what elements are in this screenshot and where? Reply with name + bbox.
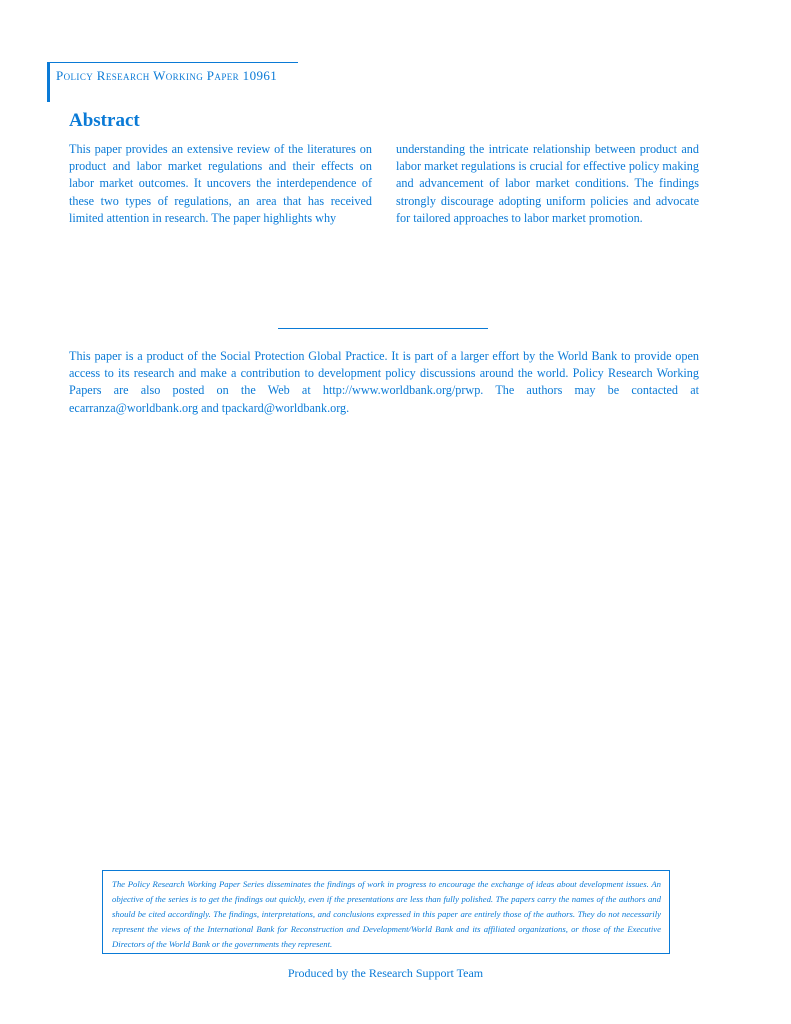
series-top-rule <box>47 62 298 63</box>
abstract-column-right: understanding the intricate relationship between product and labor market regulations is crucial for effective policy making and advancement of labor market conditions. The findings strongly discourage adopting uniform policies and advocate for tailored approaches to labor market promotion. <box>396 142 699 225</box>
series-accent-bar <box>47 62 50 102</box>
abstract-heading: Abstract <box>69 110 140 131</box>
disclaimer-box <box>102 870 670 954</box>
disclaimer-text: The Policy Research Working Paper Series disseminates the findings of work in progress to encourage the exchange of ideas about development issues. An objective of the series is to get the findings out quickly, even if the presentations are less than fully polished. The papers carry the names of the authors and should be cited accordingly. The findings, interpretations, and conclusions expressed in this paper are entirely those of the authors. They do not necessarily represent the views of the International Bank for Reconstruction and Development/World Bank and its affiliated organizations, or those of the Executive Directors of the World Bank or the governments they represent. <box>112 879 661 949</box>
section-divider <box>278 328 488 329</box>
abstract-column-left: This paper provides an extensive review of the literatures on product and labor market regulations and their effects on labor market outcomes. It uncovers the interdependence of these two types of regulations, an area that has received limited attention in research. The paper highlights why <box>69 142 372 225</box>
series-title: Policy Research Working Paper 10961 <box>56 68 278 83</box>
footer-credit: Produced by the Research Support Team <box>287 966 484 980</box>
product-note: This paper is a product of the Social Protection Global Practice. It is part of a larger effort by the World Bank to provide open access to its research and make a contribution to development policy discussions around the world. Policy Research Working Papers are also posted on the Web at http://www.worldbank.org/prwp. The authors may be contacted at ecarranza@worldbank.org and tpackard@worldbank.org. <box>69 349 699 415</box>
